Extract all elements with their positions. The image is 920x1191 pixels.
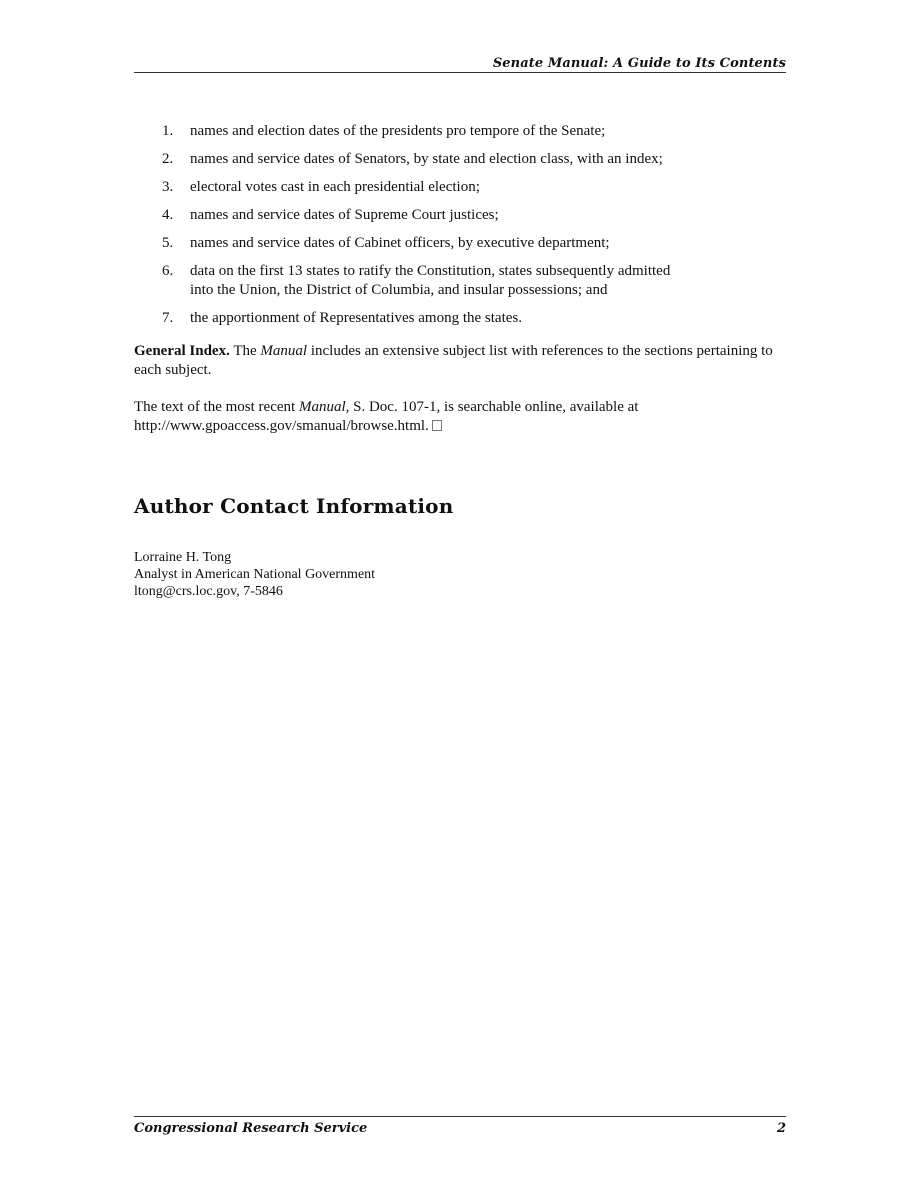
list-item-text: the apportionment of Representatives among the states. <box>190 310 522 326</box>
online-text: S. Doc. 107-1 <box>349 399 437 415</box>
list-item-number: 1. <box>162 123 174 139</box>
general-index-label: General Index. <box>134 343 230 359</box>
list-item-text: names and service dates of Senators, by state and election class, with an index; <box>190 151 663 167</box>
online-text: is searchable online, available at <box>440 399 639 415</box>
online-text: The text of the most recent <box>134 399 299 415</box>
author-contact-heading: Author Contact Information <box>134 494 454 518</box>
header-divider <box>134 72 786 73</box>
running-header: Senate Manual: A Guide to Its Contents <box>492 56 786 71</box>
list-item-text: names and service dates of Cabinet officers, by executive department; <box>190 235 610 251</box>
list-item <box>134 206 786 225</box>
author-email-phone[interactable]: ltong@crs.loc.gov, 7-5846 <box>134 584 283 599</box>
contents-list <box>134 122 786 337</box>
list-item <box>134 309 786 328</box>
list-item <box>134 122 786 141</box>
list-item-text: electoral votes cast in each presidential election; <box>190 179 480 195</box>
online-text: , <box>436 399 441 415</box>
footer-divider <box>134 1116 786 1117</box>
page-number: 2 <box>776 1121 786 1136</box>
author-name: Lorraine H. Tong <box>134 550 232 565</box>
list-item-number: 6. <box>162 263 174 279</box>
list-item-number: 2. <box>162 151 174 167</box>
manual-emphasis: Manual <box>260 343 308 359</box>
general-index-text: includes an extensive subject list with references to the sections pertaining to each subject. <box>134 343 773 378</box>
list-item <box>134 262 786 300</box>
general-index-text: The <box>229 343 261 359</box>
list-item-text: names and service dates of Supreme Court justices; <box>190 207 499 223</box>
list-item <box>134 178 786 197</box>
list-item-number: 3. <box>162 179 174 195</box>
list-item-text: data on the first 13 states to ratify the Constitution, states subsequently admitted <box>190 263 671 279</box>
footer-organization: Congressional Research Service <box>134 1121 368 1136</box>
gpo-url-link[interactable]: http://www.gpoaccess.gov/smanual/browse.html. <box>134 418 429 434</box>
online-availability-paragraph <box>134 398 786 436</box>
end-mark-icon <box>432 420 442 431</box>
general-index-paragraph <box>134 342 786 380</box>
list-item-number: 4. <box>162 207 174 223</box>
list-item-text-continued: into the Union, the District of Columbia, and insular possessions; and <box>190 282 608 298</box>
manual-emphasis: Manual, <box>298 399 350 415</box>
author-title: Analyst in American National Government <box>134 567 376 582</box>
list-item-text: names and election dates of the presidents pro tempore of the Senate; <box>190 123 606 139</box>
author-contact-block <box>134 549 375 600</box>
list-item-number: 5. <box>162 235 174 251</box>
list-item <box>134 150 786 169</box>
list-item <box>134 234 786 253</box>
list-item-number: 7. <box>162 310 174 326</box>
